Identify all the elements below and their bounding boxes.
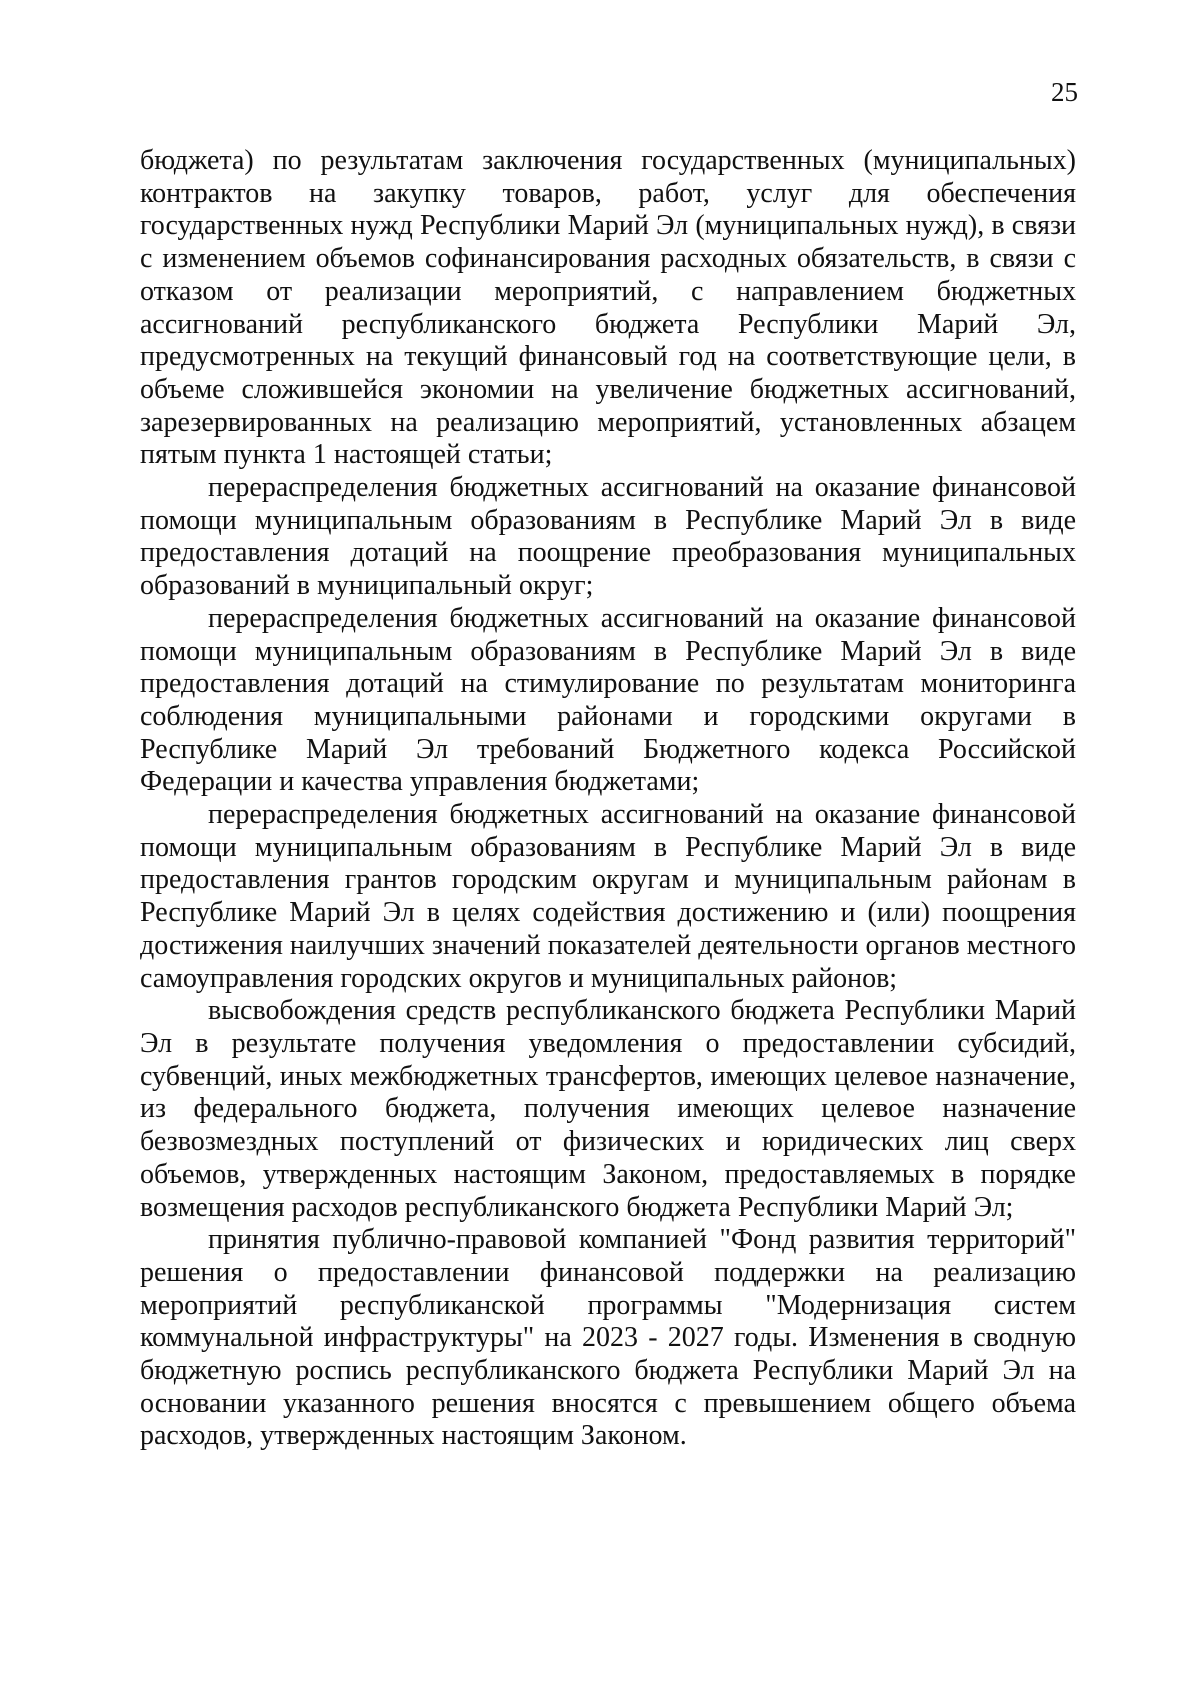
paragraph-redistribution-grants: перераспределения бюджетных ассигнований на оказание финансовой помощи муниципальным образованиям в Республике Марий Эл в виде предоставления грантов городским округам и муниципальным районам в Республике Марий Эл в целях содействия достижению и (или) поощрения достижения наилучших значений показателей деятельности органов местного самоуправления городских округов и муниципальных районов; <box>140 799 1076 994</box>
paragraph-fund-decision: принятия публично-правовой компанией "Фонд развития территорий" решения о предоставлении финансовой поддержки на реализацию мероприятий республиканской программы "Модернизация систем коммунальной инфраструктуры" на 2023 - 2027 годы. Изменения в сводную бюджетную роспись республиканского бюджета Республики Марий Эл на основании указанного решения вносятся с превышением общего объема расходов, утвержденных настоящим Законом. <box>140 1224 1076 1452</box>
paragraph-redistribution-monitoring: перераспределения бюджетных ассигнований на оказание финансовой помощи муниципальным образованиям в Республике Марий Эл в виде предоставления дотаций на стимулирование по результатам мониторинга соблюдения муниципальными районами и городскими округами в Республике Марий Эл требований Бюджетного кодекса Российской Федерации и качества управления бюджетами; <box>140 602 1076 798</box>
document-body <box>140 145 1076 1453</box>
paragraph-redistribution-transformation: перераспределения бюджетных ассигнований на оказание финансовой помощи муниципальным образованиям в Республике Марий Эл в виде предоставления дотаций на поощрение преобразования муниципальных образований в муниципальный округ; <box>140 472 1076 602</box>
paragraph-continuation: бюджета) по результатам заключения государственных (муниципальных) контрактов на закупку товаров, работ, услуг для обеспечения государственных нужд Республики Марий Эл (муниципальных нужд), в связи с изменением объемов софинансирования расходных обязательств, в связи с отказом от реализации мероприятий, с направлением бюджетных ассигнований республиканского бюджета Республики Марий Эл, предусмотренных на текущий финансовый год на соответствующие цели, в объеме сложившейся экономии на увеличение бюджетных ассигнований, зарезервированных на реализацию мероприятий, установленных абзацем пятым пункта 1 настоящей статьи; <box>140 145 1076 471</box>
paragraph-release-of-funds: высвобождения средств республиканского бюджета Республики Марий Эл в результате получения уведомления о предоставлении субсидий, субвенций, иных межбюджетных трансфертов, имеющих целевое назначение, из федерального бюджета, получения имеющих целевое назначение безвозмездных поступлений от физических и юридических лиц сверх объемов, утвержденных настоящим Законом, предоставляемых в порядке возмещения расходов республиканского бюджета Республики Марий Эл; <box>140 995 1076 1223</box>
page-number: 25 <box>1051 77 1078 107</box>
